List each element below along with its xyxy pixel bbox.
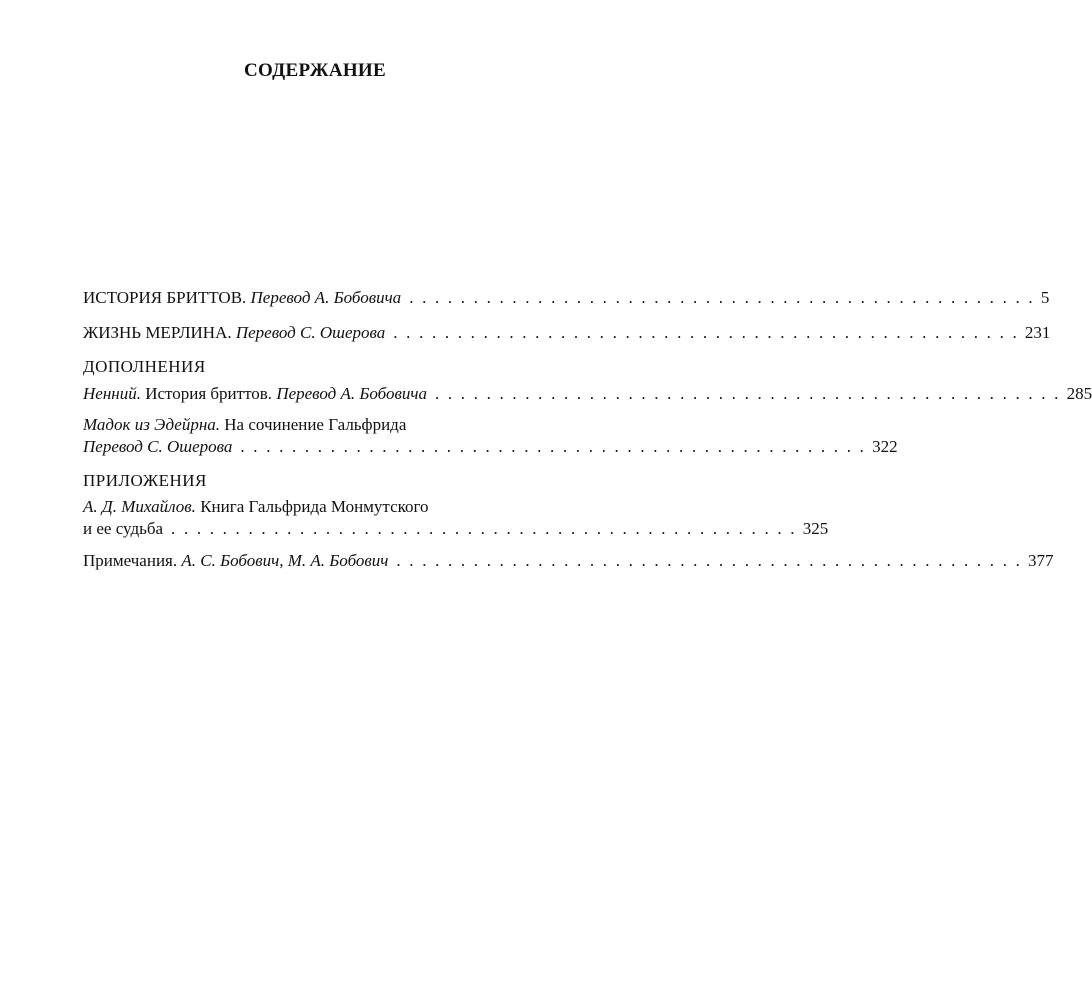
entry-translator: Перевод С. Ошерова <box>235 323 386 342</box>
dot-leader: . . . . . . . . . . . . . . . . . . . . . . . . . . . . . . . . . . . . . . . . . . . . . . . . . <box>393 323 1019 342</box>
dot-leader: . . . . . . . . . . . . . . . . . . . . . . . . . . . . . . . . . . . . . . . . . . . . . . . . . <box>171 519 797 538</box>
toc-entry-notes[interactable] <box>83 550 1054 572</box>
entry-title: История бриттов. <box>145 384 273 403</box>
toc-entry-nennius[interactable] <box>83 383 1092 405</box>
page-title: СОДЕРЖАНИЕ <box>244 60 386 81</box>
entry-translator: Перевод А. Бобовича <box>276 384 427 403</box>
entry-author: А. Д. Михайлов. <box>83 497 196 516</box>
entry-translator: Перевод А. Бобовича <box>250 288 402 307</box>
toc-entry-madog-line1[interactable] <box>83 414 561 436</box>
toc-entry-madog-line2[interactable] <box>83 436 898 458</box>
entry-author: Мадок из Эдейрна. <box>83 415 221 434</box>
entry-title: ЖИЗНЬ МЕРЛИНА. <box>83 323 232 342</box>
entry-title: Книга Гальфрида Монмутского <box>200 497 429 516</box>
page-number: 377 <box>1028 551 1054 570</box>
section-heading-additions: ДОПОЛНЕНИЯ <box>83 357 206 376</box>
toc-entry-mikhailov-line1[interactable] <box>83 496 561 518</box>
dot-leader: . . . . . . . . . . . . . . . . . . . . . . . . . . . . . . . . . . . . . . . . . . . . . . . . . <box>409 288 1035 307</box>
page-number: 285 <box>1066 384 1092 403</box>
entry-title: ИСТОРИЯ БРИТТОВ. <box>83 288 247 307</box>
section-heading-appendices: ПРИЛОЖЕНИЯ <box>83 471 207 490</box>
dot-leader: . . . . . . . . . . . . . . . . . . . . . . . . . . . . . . . . . . . . . . . . . . . . . . . . . <box>434 384 1061 403</box>
entry-author: Ненний. <box>83 384 141 403</box>
entry-translator: Перевод С. Ошерова <box>83 437 233 456</box>
entry-title: На сочинение Гальфрида <box>224 415 407 434</box>
toc-entry-mikhailov-line2[interactable] <box>83 518 829 540</box>
entry-title: Примечания. <box>83 551 178 570</box>
entry-title-continued: и ее судьба <box>83 519 164 538</box>
page-number: 5 <box>1040 288 1050 307</box>
page-number: 325 <box>802 519 829 538</box>
toc-entry-history-of-britons[interactable] <box>83 287 1050 309</box>
entry-authors: А. С. Бобович, М. А. Бобович <box>181 551 389 570</box>
toc-entry-life-of-merlin[interactable] <box>83 322 1051 344</box>
dot-leader: . . . . . . . . . . . . . . . . . . . . . . . . . . . . . . . . . . . . . . . . . . . . . . . . . <box>396 551 1023 570</box>
dot-leader: . . . . . . . . . . . . . . . . . . . . . . . . . . . . . . . . . . . . . . . . . . . . . . . . . <box>240 437 867 456</box>
page-number: 231 <box>1024 323 1051 342</box>
page-number: 322 <box>872 437 898 456</box>
